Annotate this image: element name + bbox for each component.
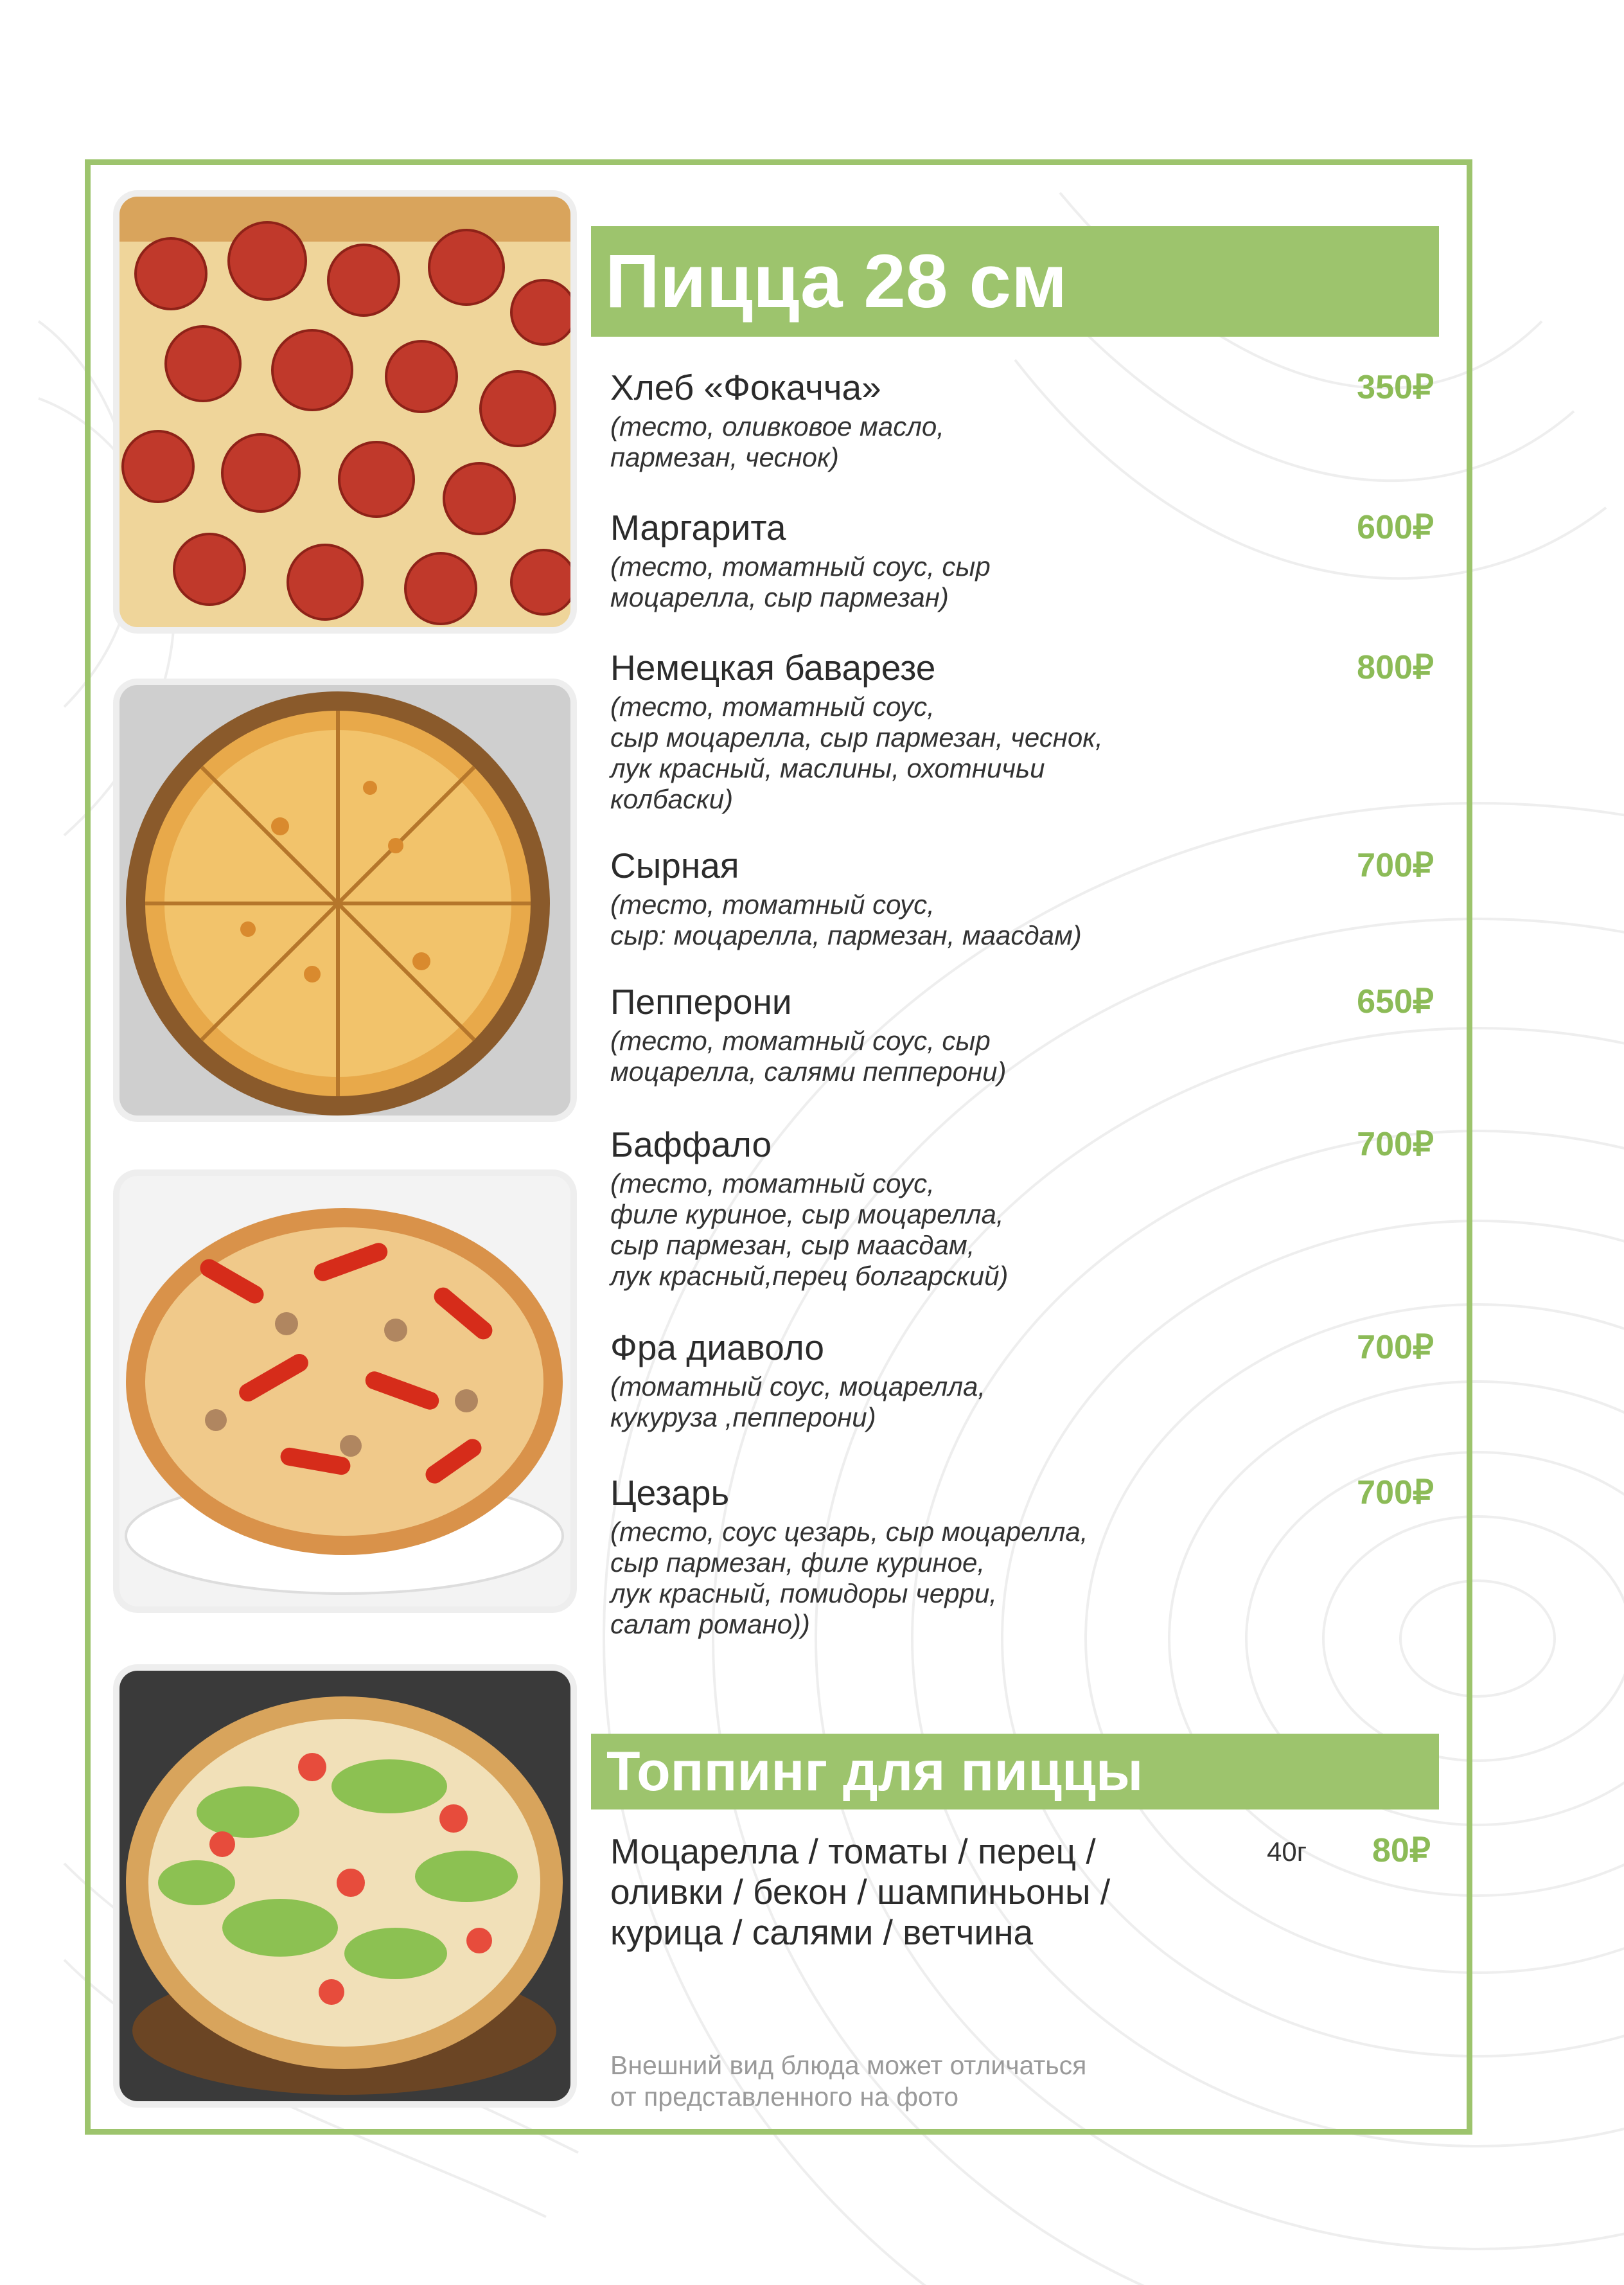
menu-item — [610, 506, 1439, 613]
menu-item — [610, 646, 1439, 815]
item-description: (томатный соус, моцарелла, кукуруза ,пепперони) — [610, 1371, 986, 1432]
item-name: Цезарь — [610, 1473, 730, 1513]
item-price: 700₽ — [1357, 1329, 1434, 1366]
item-description: (тесто, томатный соус, сыр моцарелла, салями пепперони) — [610, 1026, 1007, 1087]
photo-disclaimer: Внешний вид блюда может отличаться от представленного на фото — [610, 2050, 1087, 2112]
item-name: Баффало — [610, 1125, 772, 1164]
menu-item — [610, 1326, 1439, 1433]
topping-title: Топпинг для пиццы — [591, 1734, 1439, 1809]
pepperoni-pizza-photo — [119, 197, 570, 627]
item-price: 350₽ — [1357, 369, 1434, 406]
item-price: 700₽ — [1357, 847, 1434, 884]
item-name: Маргарита — [610, 508, 786, 547]
item-description: (тесто, томатный соус, филе куриное, сыр моцарелла, сыр пармезан, сыр маасдам, лук красный,перец болгарский) — [610, 1168, 1009, 1291]
menu-item — [610, 1123, 1439, 1292]
item-name: Хлеб «Фокачча» — [610, 368, 881, 407]
item-name: Фра диаволо — [610, 1328, 824, 1367]
item-description: (тесто, томатный соус, сыр моцарелла, сыр пармезан) — [610, 551, 991, 612]
menu-item — [610, 844, 1439, 951]
item-description: (тесто, томатный соус, сыр моцарелла, сыр пармезан, чеснок, лук красный, маслины, охотничьи колбаски) — [610, 691, 1103, 814]
pepper-pizza-photo — [119, 1176, 570, 1606]
page-title: Пицца 28 см — [591, 226, 1439, 337]
item-price: 700₽ — [1357, 1474, 1434, 1511]
item-price: 700₽ — [1357, 1126, 1434, 1163]
item-description: (тесто, оливковое масло, пармезан, чеснок) — [610, 411, 944, 472]
item-name: Сырная — [610, 846, 739, 885]
item-price: 650₽ — [1357, 983, 1434, 1020]
topping-weight: 40г — [1267, 1836, 1307, 1867]
topping-price: 80₽ — [1372, 1832, 1431, 1869]
topping-list: Моцарелла / томаты / перец / оливки / бекон / шампиньоны / курица / салями / ветчина — [610, 1831, 1111, 1952]
item-price: 600₽ — [1357, 509, 1434, 546]
menu-item — [610, 981, 1439, 1087]
cheese-pizza-photo — [119, 685, 570, 1116]
item-description: (тесто, соус цезарь, сыр моцарелла, сыр пармезан, филе куриное, лук красный, помидоры черри, салат романо)) — [610, 1516, 1088, 1639]
caesar-pizza-photo — [119, 1671, 570, 2101]
item-description: (тесто, томатный соус, сыр: моцарелла, пармезан, маасдам) — [610, 889, 1082, 950]
item-name: Немецкая баварезе — [610, 648, 936, 688]
menu-item — [610, 366, 1439, 473]
item-name: Пепперони — [610, 982, 792, 1022]
menu-item — [610, 1471, 1439, 1640]
item-price: 800₽ — [1357, 649, 1434, 686]
